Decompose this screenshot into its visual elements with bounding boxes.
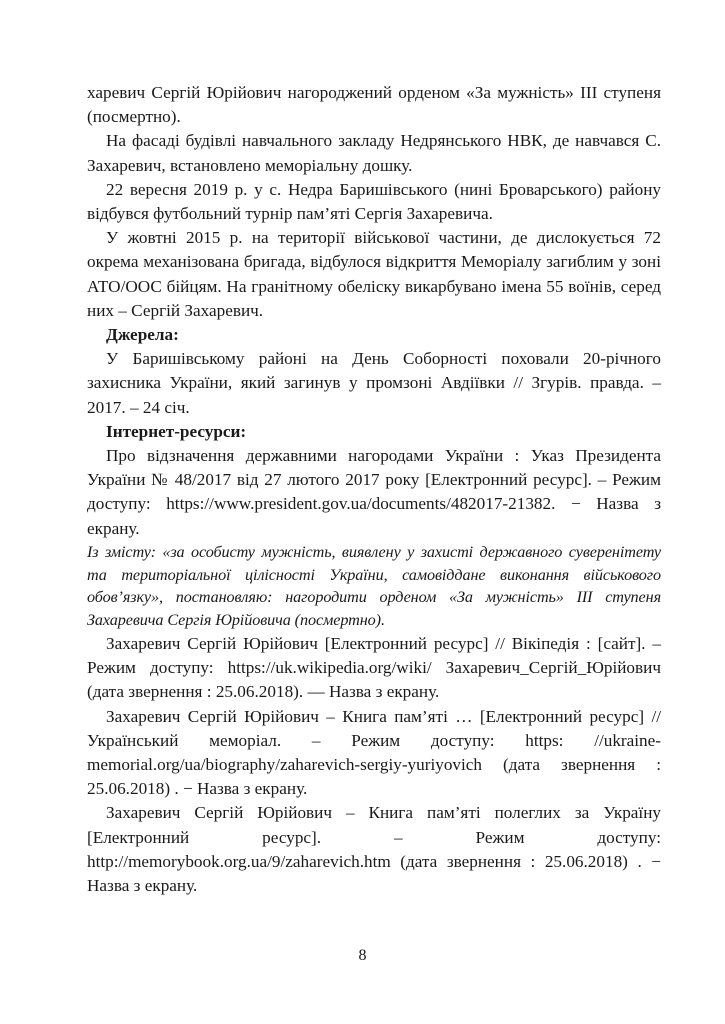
paragraph-award-continuation: харевич Сергій Юрійович нагороджений орденом «За мужність» ІІІ ступеня (посмертно). (87, 83, 661, 127)
decree-quote: Із змісту: «за особисту мужність, виявлену у захисті державного суверенітету та територіальної цілісності України, самовіддане виконання військового обов’язку», постановляю: нагородити орденом «За мужність» III ступеня Захаревича Сергія Юрійовича (посмертно). (87, 542, 661, 630)
paragraph-football-tournament: 22 вересня 2019 р. у с. Недра Баришівського (нині Броварського) району відбувся футбольний турнір пам’яті Сергія Захаревича. (87, 179, 661, 224)
internet-entry-wikipedia: Захаревич Сергій Юрійович [Електронний ресурс] // Вікіпедія : [сайт]. – Режим доступу: https://uk.wikipedia.org/wiki/ Захаревич_Сергій_Юрійович (дата звернення : 25.06.2018). — Назва з екрану. (87, 634, 661, 702)
heading-internet-resources: Інтернет-ресурси: (106, 421, 247, 441)
internet-entry-memorybook: Захаревич Сергій Юрійович – Книга пам’яті полеглих за Україну [Електронний ресурс]. – Режим доступу: http://memorybook.org.ua/9/zaharevich.htm (дата звернення : 25.06.2018) . − Назва з екрану. (87, 803, 661, 896)
internet-entry-ukraine-memorial: Захаревич Сергій Юрійович – Книга пам’яті … [Електронний ресурс] // Український меморіал. – Режим доступу: https: //ukraine-memorial.org/ua/biography/zaharevich-sergiy-yuriyovich (дата звернення : 25.06.2018) . − Назва з екрану. (87, 706, 661, 799)
internet-entry-decree: Про відзначення державними нагородами України : Указ Президента України № 48/2017 від 27 лютого 2017 року [Електронний ресурс]. – Режим доступу: https://www.president.gov.ua/documents/482017-21382. − Назва з екрану. (87, 446, 661, 538)
source-entry-newspaper: У Баришівському районі на День Соборності поховали 20-річного захисника України, який загинув у промзоні Авдіївки // Згурів. правда. – 2017. – 24 січ. (87, 349, 661, 417)
heading-sources: Джерела: (106, 325, 179, 345)
page-body (87, 81, 661, 898)
page-number: 8 (358, 947, 367, 964)
paragraph-memorial-plaque: На фасаді будівлі навчального закладу Недрянського НВК, де навчався С. Захаревич, встановлено меморіальну дошку. (87, 131, 661, 175)
paragraph-memorial-opening: У жовтні 2015 р. на території військової частини, де дислокується 72 окрема механізована бригада, відбулося відкриття Меморіалу загиблим у зоні АТО/ООС бійцям. На гранітному обеліску викарбувано імена 55 воїнів, серед них – Сергій Захаревич. (87, 228, 661, 320)
